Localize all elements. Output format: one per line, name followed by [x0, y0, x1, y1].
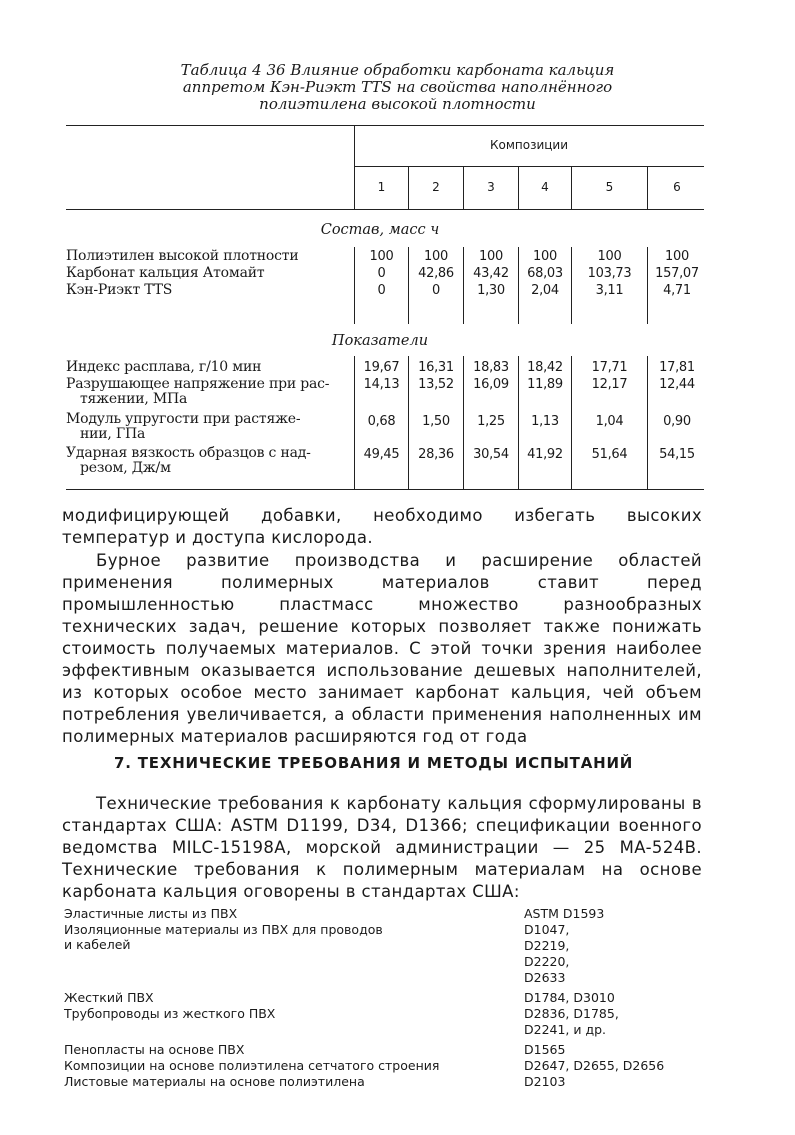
standard-code: D2219, — [524, 938, 570, 953]
standard-code: ASTM D1593 — [524, 906, 605, 921]
table-cell: 157,07 — [655, 266, 699, 281]
table-cell: 1,30 — [477, 283, 505, 298]
table-cell: 19,67 — [363, 360, 400, 375]
row-label-melt-index — [66, 360, 346, 375]
table-cell: 41,92 — [527, 447, 563, 462]
table-cell: 100 — [369, 249, 394, 264]
table-cell: 100 — [424, 249, 448, 264]
table-cell: 1,13 — [531, 414, 559, 429]
paragraph-continuation: модифицирующей добавки, необходимо избегать высоких температур и доступа кислорода. — [62, 506, 702, 547]
table-header-bottom-rule — [66, 209, 704, 210]
standard-label-crosslinked-pe: Композиции на основе полиэтилена сетчатого строения — [64, 1058, 440, 1073]
caption-line-2: аппретом Кэн-Риэкт TTS на свойства наполнённого — [182, 78, 613, 96]
table-cell: 16,31 — [418, 360, 454, 375]
row-label-calcium-carbonate: Карбонат кальция Атомайт — [66, 265, 265, 281]
standard-label-elastic-sheets: Эластичные листы из ПВХ — [64, 906, 238, 921]
row-label-ken-react: Кэн-Риэкт TTS — [66, 282, 173, 298]
table-cell: 1,25 — [477, 414, 505, 429]
table-cell: 100 — [533, 249, 557, 264]
table-cell: 51,64 — [591, 447, 628, 462]
standard-code: D1784, D3010 — [524, 990, 615, 1005]
table-cell: 30,54 — [473, 447, 509, 462]
standard-code: D2633 — [524, 970, 566, 985]
section-heading: 7. ТЕХНИЧЕСКИЕ ТРЕБОВАНИЯ И МЕТОДЫ ИСПЫТАНИЙ — [114, 754, 634, 772]
standard-code: D1565 — [524, 1042, 566, 1057]
table-cell: 49,45 — [363, 447, 400, 462]
table-cell: 0,68 — [367, 414, 396, 429]
column-header-4: 4 — [541, 180, 549, 194]
row-label-impact-strength — [66, 446, 346, 476]
table-cell: 100 — [665, 249, 689, 264]
table-cell: 0,90 — [663, 414, 691, 429]
caption-line-3: полиэтилена высокой плотности — [259, 95, 536, 113]
standard-label-rigid-pvc: Жесткий ПВХ — [64, 990, 154, 1005]
table-bottom-rule — [66, 489, 704, 490]
caption-line-1: Таблица 4 36 Влияние обработки карбоната кальция — [180, 61, 615, 79]
row-label-line: Разрушающее напряжение при рас- — [66, 376, 330, 392]
table-caption — [110, 62, 685, 113]
table-cell: 2,04 — [531, 283, 559, 298]
table-cell: 4,71 — [663, 283, 691, 298]
table-cell: 18,42 — [527, 360, 563, 375]
standard-code: D2836, D1785, — [524, 1006, 619, 1021]
table-cell: 13,52 — [418, 377, 454, 392]
section-indicators-title: Показатели — [331, 333, 429, 349]
standard-label-foams: Пенопласты на основе ПВХ — [64, 1042, 245, 1057]
table-cell: 0 — [377, 283, 386, 298]
standard-code: D2103 — [524, 1074, 566, 1089]
table-cell: 17,81 — [659, 360, 695, 375]
table-cell: 0 — [377, 266, 386, 281]
table-cell: 54,15 — [659, 447, 695, 462]
table-top-rule — [66, 125, 704, 126]
column-header-5: 5 — [605, 180, 614, 194]
table-cell: 16,09 — [473, 377, 509, 392]
table-cell: 14,13 — [363, 377, 400, 392]
row-label-line: Модуль упругости при растяже- — [66, 411, 301, 427]
table-cell: 17,71 — [591, 360, 628, 375]
row-label-line: Ударная вязкость образцов с над- — [66, 445, 311, 461]
table-cell: 0 — [432, 283, 440, 298]
table-cell: 68,03 — [527, 266, 563, 281]
row-label-elastic-modulus — [66, 412, 346, 442]
table-cell: 3,11 — [595, 283, 624, 298]
paragraph-development: Бурное развитие производства и расширение областей применения полимерных материалов ставит перед промышленностью пластмасс множество разнообразных технических задач, решение которых позволяет также понижать стоимость получаемых материалов. С этой точки зрения наиболее эффективным оказывается использование дешевых наполнителей, из которых особое место занимает карбонат кальция, чей объем потребления увеличивается, а области применения наполненных им полимерных материалов расширяются год от года — [62, 551, 702, 746]
standard-code: D1047, — [524, 922, 570, 937]
table-cell: 18,83 — [473, 360, 509, 375]
row-label-line: тяжении, МПа — [80, 391, 188, 407]
standard-label-insulation: Изоляционные материалы из ПВХ для проводов и кабелей — [64, 922, 383, 952]
row-label-line: нии, ГПа — [80, 426, 146, 442]
standard-code: D2220, — [524, 954, 570, 969]
standard-code: D2241, и др. — [524, 1022, 607, 1037]
table-cell: 12,44 — [659, 377, 695, 392]
table-cell: 11,89 — [527, 377, 563, 392]
standard-label-pipes: Трубопроводы из жесткого ПВХ — [64, 1006, 276, 1021]
paragraph-requirements: Технические требования к карбонату кальция сформулированы в стандартах США: ASTM D1199, D34, D1366; спецификации военного ведомства MILC-15198A, морской администрации — 25 MA-524B. Технические требования к полимерным материалам на основе карбоната кальция оговорены в стандартах США: — [62, 794, 702, 901]
standard-code: D2647, D2655, D2656 — [524, 1058, 665, 1073]
table-cell: 1,50 — [422, 414, 450, 429]
table-cell: 103,73 — [587, 266, 632, 281]
column-header-2: 2 — [432, 180, 440, 194]
row-label-hdpe: Полиэтилен высокой плотности — [66, 248, 299, 264]
group-header-compositions: Композиции — [489, 138, 569, 152]
section-composition-title: Состав, масс ч — [320, 222, 440, 238]
table-cell: 43,42 — [473, 266, 509, 281]
row-label-line: резом, Дж/м — [80, 460, 171, 476]
row-label-line: Индекс расплава, г/10 мин — [66, 359, 262, 375]
table-cell: 12,17 — [591, 377, 628, 392]
column-header-3: 3 — [487, 180, 495, 194]
table-cell: 100 — [597, 249, 622, 264]
row-label-tensile-strength — [66, 377, 346, 407]
column-header-6: 6 — [673, 180, 681, 194]
table-cell: 42,86 — [418, 266, 454, 281]
column-header-1: 1 — [377, 180, 386, 194]
table-cell: 28,36 — [418, 447, 454, 462]
table-cell: 100 — [479, 249, 503, 264]
standard-label-pe-sheets: Листовые материалы на основе полиэтилена — [64, 1074, 365, 1089]
table-cell: 1,04 — [595, 414, 624, 429]
